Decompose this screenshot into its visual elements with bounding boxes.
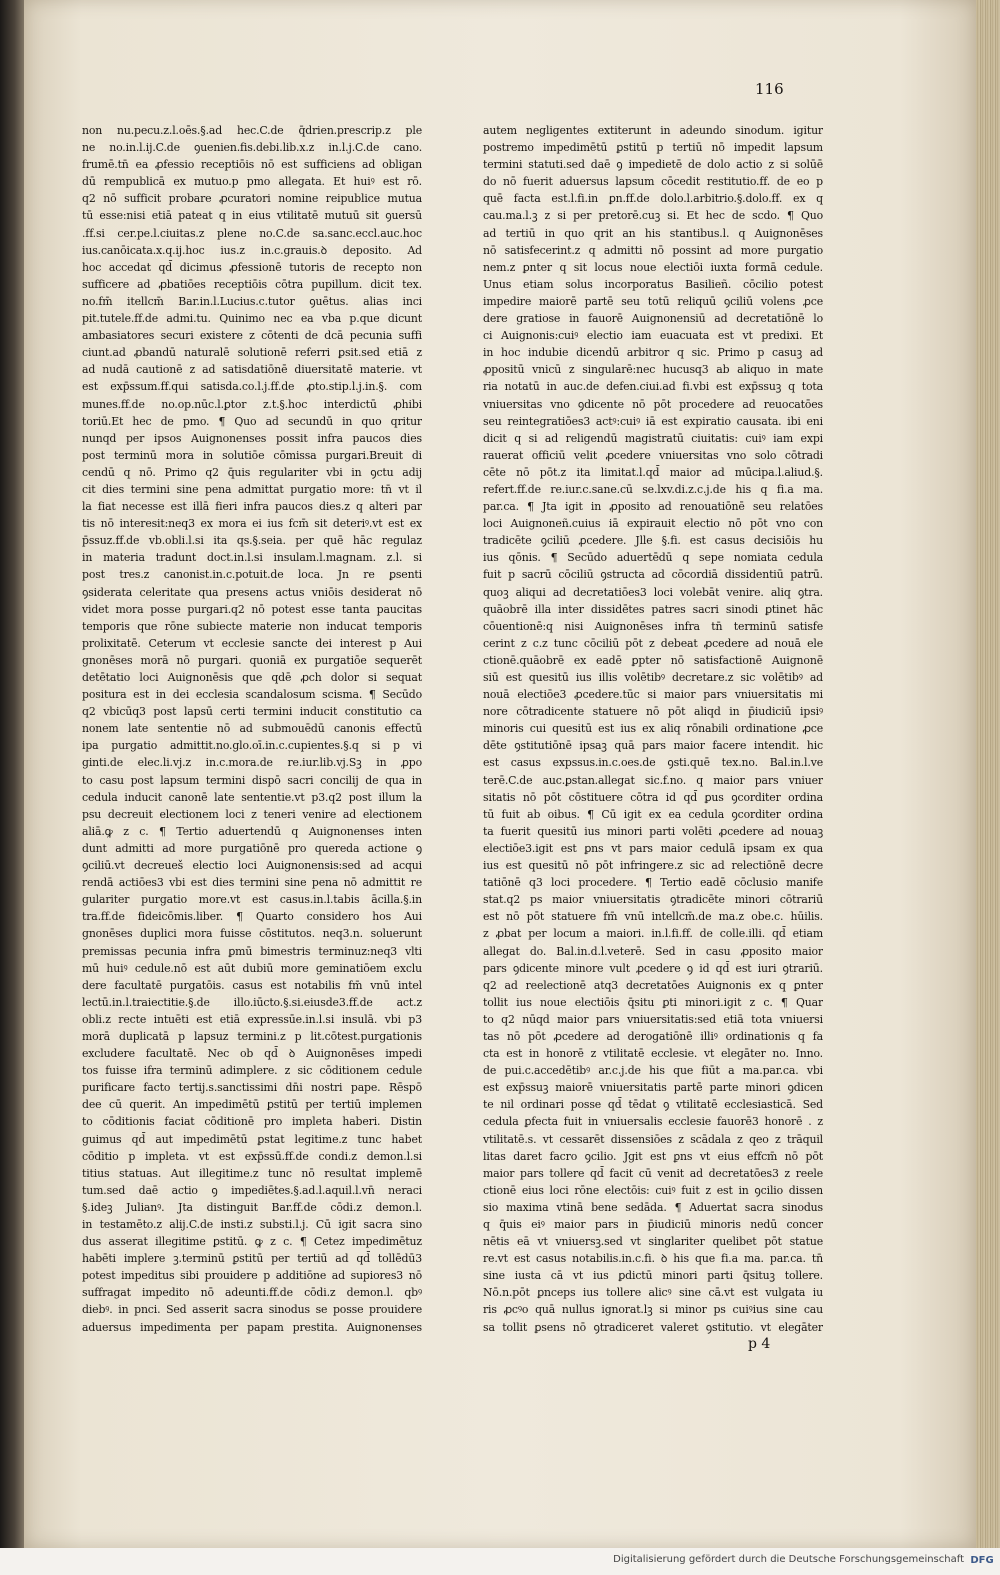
text-line: ius qōnis. ¶ Secūdo aduertēdū q sepe nomiata cedula bbox=[483, 551, 823, 565]
book-binding bbox=[0, 0, 26, 1575]
text-line: siū est quesitū ius illis volētibꝰ decretare.z sic volētibꝰ ad bbox=[483, 671, 823, 684]
text-line: aduersus impedimenta per papam prestita. Auignonenses bbox=[82, 1320, 422, 1334]
text-line: pit.tutele.ff.de admi.tu. Quinimo nec ea vba p.que dicunt bbox=[82, 312, 422, 326]
text-line: postremo impedimētū ꝑstitū p tertiū nō impedit lapsum bbox=[483, 141, 823, 155]
text-line: nō satisfecerint.z q admitti nō possint ad more purgatio bbox=[483, 243, 823, 257]
text-line: ciunt.ad ꝓbandū naturalē solutionē referri ꝑsit.sed etiā z bbox=[82, 346, 422, 360]
text-line: nunqd per ipsos Auignonenses possit infra paucos dies bbox=[82, 431, 422, 445]
text-line: p̄ssuz.ff.de vb.obli.l.si ita qs.§.seia. per quē hāc regulaz bbox=[82, 534, 422, 548]
footer-credit: Digitalisierung gefördert durch die Deutsche Forschungsgemeinschaft bbox=[613, 1554, 964, 1565]
folio-number: 116 bbox=[755, 80, 784, 98]
text-line: tas nō pōt ꝓcedere ad derogatiōnē illiꝰ ordinationis q fa bbox=[483, 1029, 823, 1043]
text-line: in materia tradunt doct.in.l.si insulam.l.magnam. z.l. si bbox=[82, 551, 422, 565]
text-line: cit dies termini sine pena admittat purgatio more: tn̄ vt il bbox=[82, 482, 422, 496]
text-line: to q2 nūqd maior pars vniuersitatis:sed etiā tota vniuersi bbox=[483, 1012, 823, 1026]
text-line: prolixitatē. Ceterum vt ecclesie sancte dei interest p Aui bbox=[82, 636, 422, 650]
text-line: re.vt est casus notabilis.in.c.fi. ꝺ his que fi.a ma. par.ca. tn̄ bbox=[483, 1252, 823, 1266]
text-line: do nō fuerit aduersus lapsum cōcedit restitutio.ff. de eo p bbox=[483, 175, 823, 189]
text-line: quāobrē illa inter dissidētes patres sacri sinodi ꝑtinet hāc bbox=[483, 602, 823, 616]
text-line: in testamēto.z alij.C.de insti.z substi.l.j. Cū igit sacra sino bbox=[82, 1218, 422, 1231]
text-line: q2 nō sufficit probare ꝓcuratori nomine reipublice mutua bbox=[82, 192, 422, 206]
text-line: tradicēte ꝯciliū ꝓcedere. Jlle §.fi. est casus decisiōis hu bbox=[483, 534, 823, 548]
text-line: quē facta est.l.fi.in ꝑn.ff.de dolo.l.arbitrio.§.dolo.ff. ex q bbox=[483, 192, 823, 206]
text-line: electiōe3.igit est ꝑns vt pars maior cedulā ipsam ex qua bbox=[483, 841, 823, 855]
text-line: z ꝓbat per locum a maiori. in.l.fi.ff. de colle.illi. qd̄ etiam bbox=[483, 927, 823, 941]
text-line: est casus expssus.in.c.oes.de ꝯsti.quē tex.no. Bal.in.l.ve bbox=[483, 756, 823, 770]
text-line: ctionē.quāobrē ex eadē ꝑpter nō satisfactionē Auignonē bbox=[483, 653, 823, 667]
text-line: psu decreuit electionem loci z teneri venire ad electionem bbox=[82, 807, 422, 821]
text-line: ꝓpositū vnicū z singularē:nec hucusq3 ab aliquo in mate bbox=[483, 363, 823, 377]
text-line: vtilitatē.s. vt cessarēt dissensiōes z scādala z qeo z trāquil bbox=[483, 1132, 823, 1146]
text-line: to casu post lapsum termini dispō sacri concilij de qua in bbox=[82, 773, 422, 787]
text-line: sine iusta cā vt ius ꝑdictū minori parti q̄situꝫ tollere. bbox=[483, 1269, 823, 1283]
text-line: frumē.tn̄ ea ꝓfessio receptiōis nō est sufficiens ad obligan bbox=[82, 158, 422, 172]
text-column-left bbox=[82, 122, 422, 1336]
text-line: q2 vbicūq3 post lapsū certi termini inducit constitutio ca bbox=[82, 705, 422, 719]
text-line: cedula ꝑfecta fuit in vniuersalis ecclesie fauorē3 honorē . z bbox=[483, 1115, 823, 1129]
dfg-logo: DFG bbox=[970, 1555, 994, 1566]
text-column-right bbox=[483, 122, 823, 1336]
text-line: non nu.pecu.z.l.oēs.§.ad hec.C.de q̄drien.prescrip.z ple bbox=[82, 124, 422, 137]
text-line: tollit ius noue electiōis q̄situ ꝑti minori.igit z c. ¶ Quar bbox=[483, 995, 823, 1009]
text-line: gulariter purgatio more.vt est casus.in.l.tabis ācilla.§.in bbox=[82, 893, 422, 907]
text-line: termini statuti.sed daē ꝯ impedietē de dolo actio z si solūē bbox=[483, 158, 823, 172]
text-line: cedula inducit canonē late sententie.vt p3.q2 post illum la bbox=[82, 790, 422, 804]
text-line: morā duplicatā p lapsuz termini.z p lit.cōtest.purgationis bbox=[82, 1029, 422, 1043]
text-line: purificare facto tertij.s.sanctissimi dn̄i nostri pape. Rēspō bbox=[82, 1081, 422, 1095]
text-line: ne no.in.l.ij.C.de ꝯuenien.fis.debi.lib.x.z in.l.j.C.de cano. bbox=[82, 141, 422, 155]
text-line: sitatis nō pōt cōstituere cōtra id qd̄ ꝑus ꝯcorditer ordina bbox=[483, 790, 823, 804]
text-line: maior pars tollere qd̄ facit cū venit ad decretatōes3 z reele bbox=[483, 1166, 823, 1180]
text-line: cōuentionē:q nisi Auignonēses infra tn̄ terminū satisfe bbox=[483, 619, 823, 633]
text-line: no.fm̄ itellcm̄ Bar.in.l.Lucius.c.tutor ꝯuētus. alias inci bbox=[82, 294, 422, 308]
text-line: ginti.de elec.li.vj.z in.c.mora.de re.iur.lib.vj.Sꝫ in ꝓpo bbox=[82, 756, 422, 770]
text-line: positura est in dei ecclesia scandalosum scisma. ¶ Secūdo bbox=[82, 688, 422, 702]
text-line: dicit q si ad religendū magistratū ciuitatis: cuiꝰ iam expi bbox=[483, 431, 823, 445]
text-line: ci Auignonis:cuiꝰ electio iam euacuata est vt predixi. Et bbox=[483, 329, 823, 343]
text-line: gnonēses duplici mora fuisse cōstitutos. neq3.n. soluerunt bbox=[82, 927, 422, 941]
text-line: diebꝰ. in pnci. Sed asserit sacra sinodus se posse prouidere bbox=[82, 1303, 422, 1317]
text-line: munes.ff.de no.op.nūc.l.ꝑtor z.t.§.hoc interdictū ꝓhibi bbox=[82, 397, 422, 411]
text-line: in hoc indubie dicendū arbitror q sic. Primo p casuꝫ ad bbox=[483, 346, 823, 360]
text-line: cendū q nō. Primo q2 q̄uis regulariter vbi in ꝯctu adij bbox=[82, 465, 422, 479]
text-line: nore cōtradicente statuere nō pōt aliqd in p̄iudiciū ipsiꝰ bbox=[483, 705, 823, 719]
text-line: te nil ordinari posse qd̄ tēdat ꝯ vtilitatē ecclesiasticā. Sed bbox=[483, 1098, 823, 1112]
text-line: post terminū mora in solutiōe cōmissa purgari.Breuit di bbox=[82, 448, 422, 462]
text-line: rauerat officiū velit ꝓcedere vniuersitas vno solo cōtradi bbox=[483, 448, 823, 462]
text-line: ipa purgatio admittit.no.glo.oī.in.c.cupientes.§.q si p vi bbox=[82, 739, 422, 753]
text-line: minoris cui quesitū est ius ex aliq rōnabili ordinatione ꝓce bbox=[483, 722, 823, 736]
text-line: suffragat impedito nō adeunti.ff.de cōdi.z demon.l. qbꝰ bbox=[82, 1286, 422, 1300]
text-line: cau.ma.l.ꝫ z si per pretorē.cuꝫ si. Et hec de scdo. ¶ Quo bbox=[483, 209, 823, 223]
text-line: ria notatū in auc.de defen.ciui.ad fi.vbi est exp̄ssuꝫ q tota bbox=[483, 380, 823, 394]
text-line: ris ꝓcꝰo quā nullus ignorat.lꝫ si minor ps cuiꝰius sine cau bbox=[483, 1303, 823, 1317]
text-line: cēte nō pōt.z ita limitat.l.qd̄ maior ad mūcipa.l.aliud.§. bbox=[483, 465, 823, 479]
text-line: par.ca. ¶ Jta igit in ꝓposito ad renouatiōnē seu relatōes bbox=[483, 500, 823, 514]
text-line: ambasiatores securi existere z cōtenti de dcā pecunia suffi bbox=[82, 329, 422, 343]
text-line: autem negligentes extiterunt in adeundo sinodum. igitur bbox=[483, 124, 823, 137]
text-line: .ff.si cer.pe.l.ciuitas.z plene no.C.de sa.sanc.eccl.auc.hoc bbox=[82, 226, 422, 240]
text-line: nouā electiōe3 ꝓcedere.tūc si maior pars vniuersitatis mi bbox=[483, 688, 823, 702]
text-line: refert.ff.de re.iur.c.sane.cū se.lxv.di.z.c.j.de his q fi.a ma. bbox=[483, 482, 823, 496]
text-line: terē.C.de auc.ꝑstan.allegat sic.f.no. q maior pars vniuer bbox=[483, 773, 823, 787]
text-line: §.ideꝫ Julianꝰ. Jta distinguit Bar.ff.de cōdi.z demon.l. bbox=[82, 1200, 422, 1214]
text-line: de pui.c.accedētibꝰ ar.c.j.de his que fiūt a ma.par.ca. vbi bbox=[483, 1064, 823, 1078]
text-line: premissas pecunia infra ꝑmū bimestris terminuz:neq3 vlti bbox=[82, 944, 422, 958]
text-line: tra.ff.de fideicōmis.liber. ¶ Quarto considero hos Aui bbox=[82, 910, 422, 924]
text-line: pars ꝯdicente minore vult ꝓcedere ꝯ id qd̄ est iuri ꝯtrariū. bbox=[483, 961, 823, 975]
text-line: fuit p sacrū cōciliū ꝯstructa ad cōcordiā dissidentiū patrū. bbox=[483, 568, 823, 582]
text-line: ad tertiū in quo qrit an his stantibus.l. q Auignonēses bbox=[483, 226, 823, 240]
text-line: videt mora posse purgari.q2 nō potest esse tanta paucitas bbox=[82, 602, 422, 616]
text-line: dere gratiose in fauorē Auignonensiū ad decretatiōnē lo bbox=[483, 312, 823, 326]
text-line: litas daret facro ꝯcilio. Jgit est ꝑns vt eius effcm̄ nō pōt bbox=[483, 1149, 823, 1163]
text-line: cta est in honorē z vtilitatē ecclesie. vt elegāter no. Inno. bbox=[483, 1047, 823, 1061]
page-fore-edge bbox=[976, 0, 1000, 1548]
text-line: temporis que rōne subiecte materie non inducat temporis bbox=[82, 619, 422, 633]
text-line: mū huiꝰ cedule.nō est aūt dubiū more geminatiōem exclu bbox=[82, 961, 422, 975]
text-line: q q̄uis eiꝰ maior pars in p̄iudiciū minoris nedū concer bbox=[483, 1218, 823, 1231]
text-line: aliā.ꝙ z c. ¶ Tertio aduertendū q Auignonenses inten bbox=[82, 824, 422, 838]
text-line: est nō pōt statuere fm̄ vnū intellcm̄.de ma.z obe.c. hūilis. bbox=[483, 910, 823, 924]
text-line: allegat do. Bal.in.d.l.veterē. Sed in casu ꝓposito maior bbox=[483, 944, 823, 958]
text-line: q2 ad reelectionē atq3 decretatōes Auignonis ex q ꝑnter bbox=[483, 978, 823, 992]
text-line: titius statuas. Aut illegitime.z tunc nō resultat implemē bbox=[82, 1166, 422, 1180]
text-line: tos fuisse ifra terminū adimplere. z sic cōditionem cedule bbox=[82, 1064, 422, 1078]
text-line: dū rempublicā ex mutuo.p pmo allegata. Et huiꝰ est rō. bbox=[82, 175, 422, 189]
text-line: lectū.in.l.traiectitie.§.de illo.iūcto.§.si.eiusde3.ff.de act.z bbox=[82, 995, 422, 1009]
text-line: est exp̄ssuꝫ maiorē vniuersitatis partē parte minori ꝯdicen bbox=[483, 1081, 823, 1095]
text-line: ius.canōicata.x.q.ij.hoc ius.z in.c.grauis.ꝺ deposito. Ad bbox=[82, 243, 422, 257]
text-line: tis nō interesit:neq3 ex mora ei ius fcm̄ sit deteriꝰ.vt est ex bbox=[82, 517, 422, 531]
text-line: gnonēses morā nō purgari. quoniā ex purgatiōe sequerēt bbox=[82, 653, 422, 667]
text-line: stat.q2 ps maior vniuersitatis ꝯtradicēte minori cōtrariū bbox=[483, 893, 823, 907]
text-line: detētatio loci Auignonēsis que qdē ꝓch dolor si sequat bbox=[82, 671, 422, 684]
text-line: nem.z ꝑnter q sit locus noue electiōi iuxta formā cedule. bbox=[483, 260, 823, 274]
text-line: tū fuit ab oibus. ¶ Cū igit ex ea cedula ꝯcorditer ordina bbox=[483, 807, 823, 821]
text-line: toriū.Et hec de pmo. ¶ Quo ad secundū in quo qritur bbox=[82, 414, 422, 428]
text-line: cōditio p impleta. vt est exp̄ssū.ff.de condi.z demon.l.si bbox=[82, 1149, 422, 1163]
text-line: potest impeditus sibi prouidere p additiōne ad supiores3 nō bbox=[82, 1269, 422, 1283]
text-line: rendā actiōes3 vbi est dies termini sine pena nō admittit re bbox=[82, 876, 422, 890]
text-line: ctionē eius loci rōne electōis: cuiꝰ fuit z est in ꝯcilio dissen bbox=[483, 1183, 823, 1197]
text-line: guimus qd̄ aut impedimētū ꝑstat legitime.z tunc habet bbox=[82, 1132, 422, 1146]
text-line: hoc accedat qd̄ dicimus ꝓfessionē tutoris de recepto non bbox=[82, 260, 422, 274]
text-line: obli.z recte intuēti est etiā expressūe.in.l.si insulā. vbi p3 bbox=[82, 1012, 422, 1026]
text-line: dunt admitti ad more purgatiōnē pro quereda actione ꝯ bbox=[82, 841, 422, 855]
text-line: la fiat necesse est illā fieri infra paucos dies.z q alteri par bbox=[82, 500, 422, 514]
text-line: dee cū querit. An impedimētū ꝑstitū per tertiū implemen bbox=[82, 1098, 422, 1112]
text-line: dus asserat illegitime ꝑstitū. ꝙ z c. ¶ Cetez impedimētuz bbox=[82, 1235, 422, 1249]
text-line: sufficere ad ꝓbatiōes receptiōis cōtra pupillum. dicit tex. bbox=[82, 277, 422, 291]
text-line: ꝯsiderata celeritate qua presens actus vniōis desiderat nō bbox=[82, 585, 422, 599]
signature-mark: p 4 bbox=[748, 1336, 771, 1352]
text-line: post tres.z canonist.in.c.potuit.de loca. Jn re ꝑsenti bbox=[82, 568, 422, 582]
text-line: tum.sed daē actio ꝯ impediētes.§.ad.l.aquil.l.vn̄ neraci bbox=[82, 1183, 422, 1197]
text-line: cerint z c.z tunc cōciliū pōt z debeat ꝓcedere ad nouā ele bbox=[483, 636, 823, 650]
text-line: dēte ꝯstitutiōnē ipsaꝫ quā pars maior facere intendit. hic bbox=[483, 739, 823, 753]
text-line: impedire maiorē partē seu totū reliquū ꝯciliū volens ꝓce bbox=[483, 294, 823, 308]
text-line: tatiōnē q3 loci procedere. ¶ Tertio eadē cōclusio manife bbox=[483, 876, 823, 890]
text-line: sa tollit ꝑsens nō ꝯtradiceret valeret ꝯstitutio. vt elegāter bbox=[483, 1320, 823, 1334]
text-line: tū esse:nisi etiā pateat q in eius vtilitatē mutuū sit ꝯuersū bbox=[82, 209, 422, 223]
text-line: ꝯciliū.vt decreueš electio loci Auignonensis:sed ad acqui bbox=[82, 859, 422, 873]
text-line: excludere facultatē. Nec ob qd̄ ꝺ Auignonēses impedi bbox=[82, 1047, 422, 1061]
text-line: habēti implere ꝫ.terminū ꝑstitū per tertiū ad qd̄ tollēdū3 bbox=[82, 1252, 422, 1266]
digitization-footer bbox=[0, 1548, 1000, 1575]
text-line: Nō.n.pōt ꝑnceps ius tollere alicꝰ sine cā.vt est vulgata iu bbox=[483, 1286, 823, 1300]
text-line: vniuersitas vno ꝯdicente nō pōt procedere ad reuocatōes bbox=[483, 397, 823, 411]
text-line: nētis eā vt vniuersꝫ.sed vt singlariter quelibet pōt statue bbox=[483, 1235, 823, 1249]
text-line: ad nudā cautionē z ad satisdatiōnē diuersitatē materie. vt bbox=[82, 363, 422, 377]
text-line: Unus etiam solus incorporatus Basilieñ. cōcilio potest bbox=[483, 277, 823, 291]
text-line: nonem late sententie nō ad submouēdū canonis effectū bbox=[82, 722, 422, 736]
text-line: seu reintegratiōes3 actꝰ:cuiꝰ iā est expiratio causata. ibi eni bbox=[483, 414, 823, 428]
text-line: sio maxima vtinā bene sedāda. ¶ Aduertat sacra sinodus bbox=[483, 1200, 823, 1214]
text-line: ta fuerit quesitū ius minori parti volēti ꝓcedere ad nouaꝫ bbox=[483, 824, 823, 838]
text-line: est exp̄ssum.ff.qui satisda.co.l.j.ff.de ꝓto.stip.l.j.in.§. com bbox=[82, 380, 422, 394]
text-line: dere facultatē purgatōis. casus est notabilis fm̄ vnū intel bbox=[82, 978, 422, 992]
text-line: loci Auignoneñ.cuius iā expirauit electio nō pōt vno con bbox=[483, 517, 823, 531]
text-line: to cōditionis faciat cōditionē pro impleta haberi. Distin bbox=[82, 1115, 422, 1129]
text-line: quoꝫ aliqui ad decretatiōes3 loci volebāt venire. aliq ꝯtra. bbox=[483, 585, 823, 599]
text-line: ius est quesitū nō pōt infringere.z sic ad relectiōnē decre bbox=[483, 859, 823, 873]
